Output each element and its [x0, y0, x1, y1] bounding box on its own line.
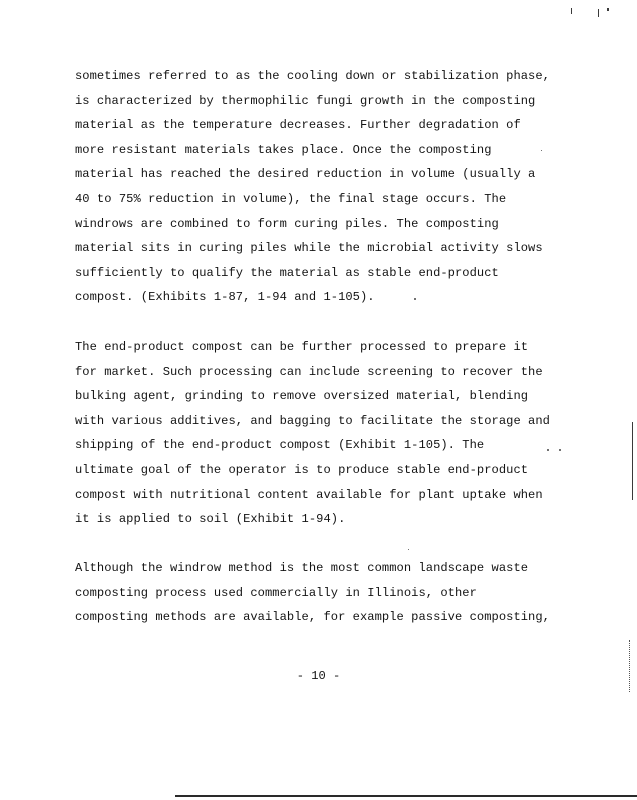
text-line: sufficiently to qualify the material as stable end-product	[75, 265, 499, 280]
page-number: - 10 -	[296, 669, 341, 683]
scan-speck	[559, 449, 561, 451]
scan-speck	[547, 449, 549, 451]
scan-mark	[571, 8, 572, 14]
text-line: material sits in curing piles while the microbial activity slows	[75, 241, 543, 256]
scan-speck	[408, 549, 409, 550]
scan-speck	[414, 298, 416, 300]
paragraph-stabilization-phase	[75, 64, 575, 310]
text-line: composting process used commercially in Illinois, other	[75, 585, 477, 600]
text-line: 40 to 75% reduction in volume), the final stage occurs. The	[75, 191, 507, 206]
text-line: ultimate goal of the operator is to produce stable end-product	[75, 462, 529, 477]
text-line: for market. Such processing can include screening to recover the	[75, 364, 543, 379]
scan-mark	[632, 422, 633, 500]
scan-bottom-edge	[175, 795, 637, 797]
text-line: with various additives, and bagging to facilitate the storage and	[75, 413, 550, 428]
scan-speck	[541, 150, 542, 151]
scan-mark	[607, 8, 609, 11]
text-line: The end-product compost can be further processed to prepare it	[75, 340, 529, 354]
text-line: is characterized by thermophilic fungi growth in the composting	[75, 93, 536, 108]
text-line: material as the temperature decreases. Further degradation of	[75, 118, 521, 133]
paragraph-composting-methods	[75, 556, 575, 630]
scan-mark	[629, 640, 631, 692]
text-line: shipping of the end-product compost (Exhibit 1-105). The	[75, 438, 485, 453]
text-line: bulking agent, grinding to remove oversized material, blending	[75, 389, 529, 404]
text-line: compost. (Exhibits 1-87, 1-94 and 1-105).	[75, 290, 375, 305]
text-line: more resistant materials takes place. Once the composting	[75, 142, 492, 157]
text-line: sometimes referred to as the cooling down or stabilization phase,	[75, 69, 550, 83]
text-line: compost with nutritional content available for plant uptake when	[75, 487, 543, 502]
text-line: material has reached the desired reduction in volume (usually a	[75, 167, 536, 182]
text-line: composting methods are available, for example passive composting,	[75, 610, 550, 625]
text-line: windrows are combined to form curing piles. The composting	[75, 216, 499, 231]
text-line: Although the windrow method is the most common landscape waste	[75, 561, 529, 575]
paragraph-end-product-processing	[75, 335, 575, 532]
text-line: it is applied to soil (Exhibit 1-94).	[75, 512, 346, 527]
scan-mark	[598, 9, 599, 17]
